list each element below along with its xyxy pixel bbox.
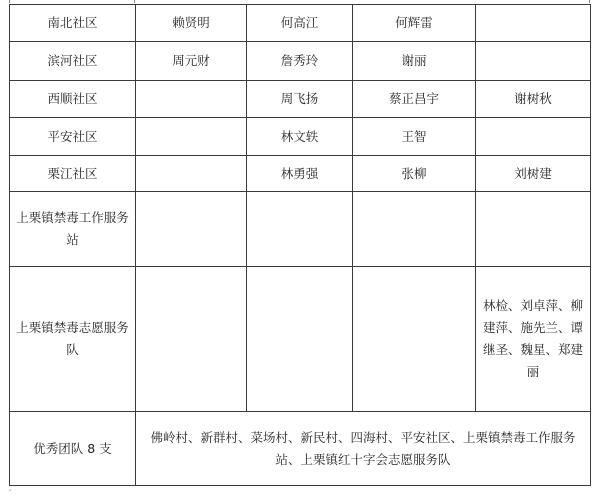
- row-label-cell: 滨河社区: [10, 42, 136, 81]
- name-cell: [353, 192, 476, 267]
- name-cell: 周元财: [136, 42, 247, 81]
- table-row: [10, 5, 591, 42]
- table-edge-tick: [134, 0, 135, 3]
- team-list-cell: 佛岭村、新群村、菜场村、新民村、四海村、平安社区、上栗镇禁毒工作服务站、上栗镇红十字会志愿服务队: [136, 412, 591, 486]
- name-cell: 何高江: [247, 5, 353, 42]
- row-label-cell: 优秀团队 8 支: [10, 412, 136, 486]
- name-cell: 蔡正昌宇: [353, 81, 476, 118]
- table-row: [10, 81, 591, 118]
- table-edge-tick: [589, 0, 590, 3]
- table-row: [10, 192, 591, 267]
- row-label-cell: 南北社区: [10, 5, 136, 42]
- name-cell: [476, 118, 591, 156]
- name-cell: [136, 267, 247, 412]
- name-cell: [476, 42, 591, 81]
- row-label-cell: 平安社区: [10, 118, 136, 156]
- page-corner-mark: ¨: [8, 489, 12, 498]
- table-row: [10, 412, 591, 486]
- name-cell: 赖贤明: [136, 5, 247, 42]
- row-label-cell: 西顺社区: [10, 81, 136, 118]
- name-cell: 刘树建: [476, 156, 591, 192]
- name-cell: [136, 81, 247, 118]
- name-cell: [247, 267, 353, 412]
- name-cell: 周飞扬: [247, 81, 353, 118]
- name-cell: 谢丽: [353, 42, 476, 81]
- row-label-cell: 上栗镇禁毒志愿服务队: [10, 267, 136, 412]
- name-cell: [136, 118, 247, 156]
- row-label-cell: 上栗镇禁毒工作服务站: [10, 192, 136, 267]
- name-cell: 詹秀玲: [247, 42, 353, 81]
- row-label-cell: 栗江社区: [10, 156, 136, 192]
- name-list-cell: 林检、刘卓萍、柳建萍、施先兰、谭继圣、魏星、郑建丽: [476, 267, 591, 412]
- table-edge-tick: [9, 0, 10, 3]
- table-row: [10, 42, 591, 81]
- name-cell: [476, 5, 591, 42]
- name-cell: [136, 192, 247, 267]
- name-cell: 王智: [353, 118, 476, 156]
- name-cell: [136, 156, 247, 192]
- name-cell: 张柳: [353, 156, 476, 192]
- name-cell: [476, 192, 591, 267]
- name-cell: 谢树秋: [476, 81, 591, 118]
- table-row: [10, 156, 591, 192]
- table-row: [10, 267, 591, 412]
- name-cell: 何辉雷: [353, 5, 476, 42]
- table-row: [10, 118, 591, 156]
- name-cell: 林勇强: [247, 156, 353, 192]
- name-cell: [353, 267, 476, 412]
- honor-list-table: [9, 4, 591, 486]
- name-cell: [247, 192, 353, 267]
- name-cell: 林文轶: [247, 118, 353, 156]
